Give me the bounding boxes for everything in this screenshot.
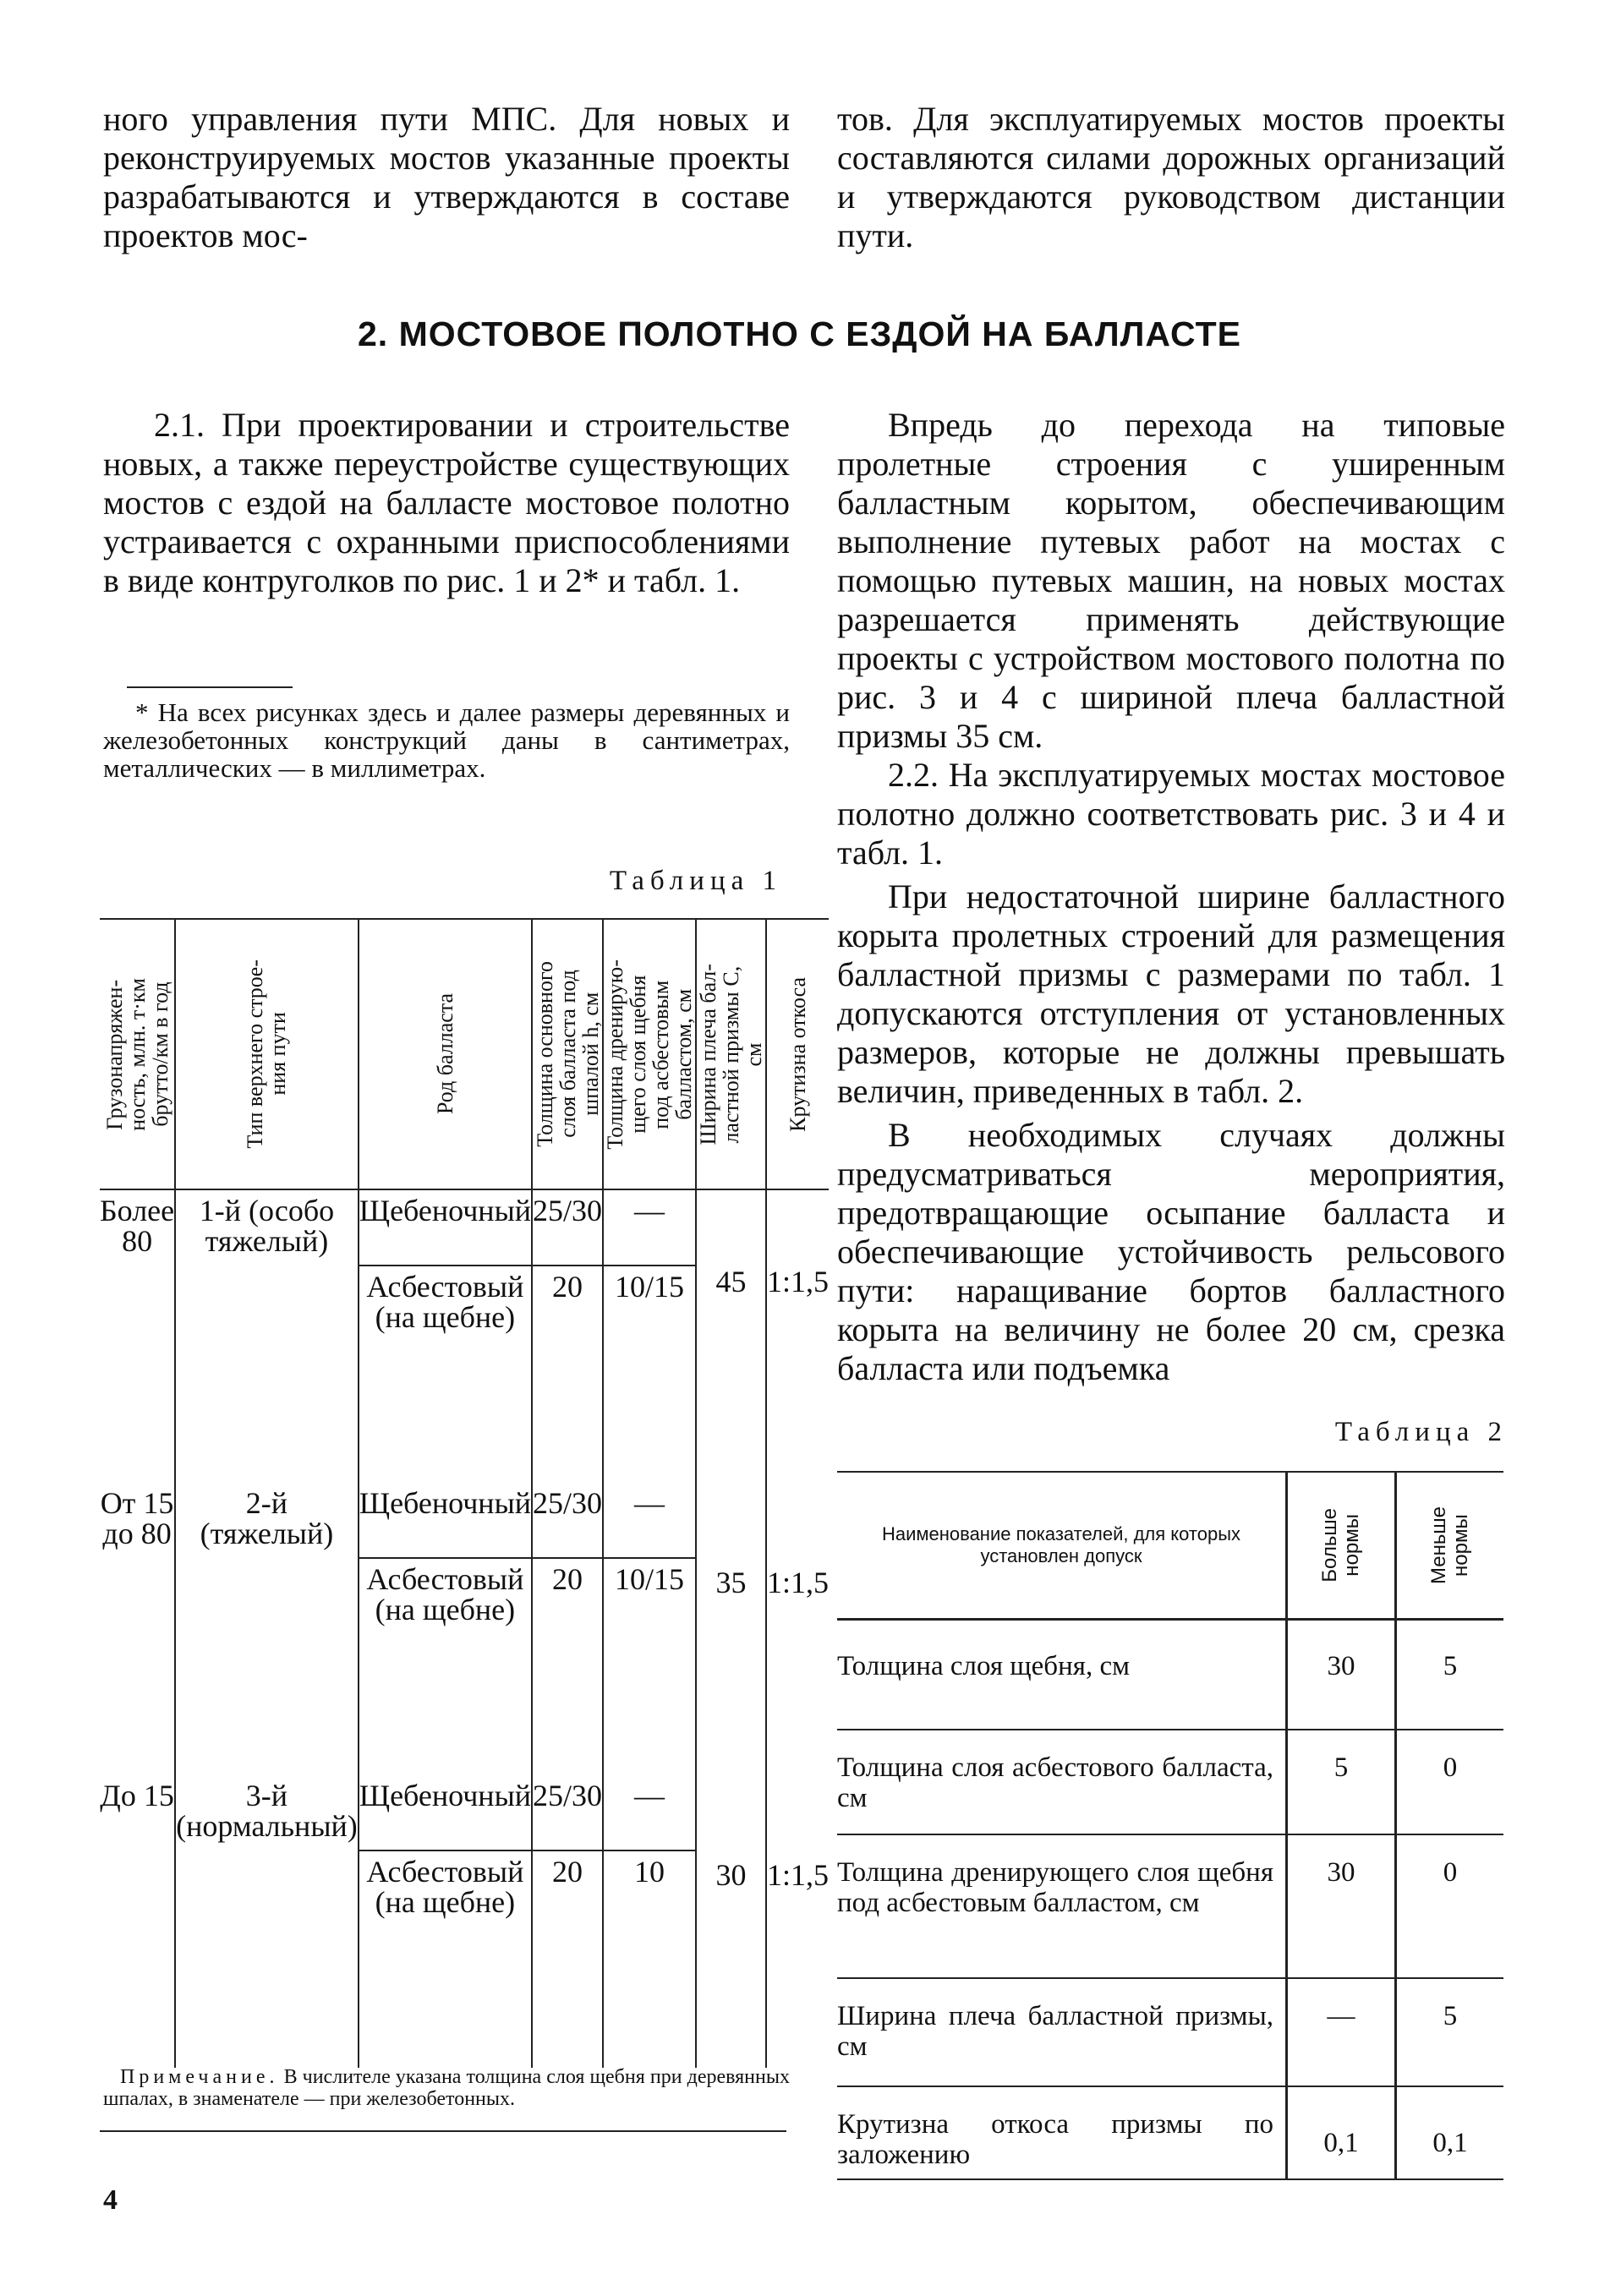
table2-row-more: 0,1 (1287, 2086, 1396, 2179)
footnote-divider (127, 686, 293, 688)
table1-thickness: 20 (532, 1850, 603, 2068)
table1-drain: — (603, 1189, 696, 1266)
table1-thickness: 20 (532, 1266, 603, 1483)
table2-row-name: Крутизна откоса призмы по заложению (837, 2086, 1287, 2179)
table1-drain: 10 (603, 1850, 696, 2068)
section-heading: 2. МОСТОВОЕ ПОЛОТНО С ЕЗДОЙ НА БАЛЛАСТЕ (357, 314, 1241, 353)
table2-row-less: 5 (1396, 1620, 1504, 1730)
table2-row-less: 5 (1396, 1978, 1504, 2086)
table1-thickness: 25/30 (532, 1775, 603, 1850)
table1-slope: 1:1,5 (766, 1189, 829, 1483)
table1-caption: Таблица 1 (609, 866, 782, 896)
table-1 (100, 918, 829, 2068)
table1-ballast: Щебеночный (359, 1775, 532, 1850)
table1-row (100, 1775, 829, 1850)
paragraph-c: В необходимых случаях должны предусматриваться мероприятия, предотвращающие осыпание балласта и обеспечивающие устойчивость рельсового пути: наращивание бортов балластного корыта на величину не более 20 см, срезка балласта или подъемка (837, 1116, 1505, 1387)
table1-header-track-type: Тип верхнего стрoе- ния пути (175, 919, 359, 1189)
table-2 (837, 1471, 1503, 2180)
table2-header-less: Меньше нормы (1396, 1472, 1504, 1620)
table1-width: 30 (696, 1775, 766, 2068)
left-column (103, 406, 790, 600)
table1-load: От 15 до 80 (100, 1483, 175, 1775)
table2-caption: Таблица 2 (1334, 1417, 1508, 1447)
table1-thickness: 25/30 (532, 1189, 603, 1266)
table1-header-slope: Крутизна откоса (766, 919, 829, 1189)
top-left-column (103, 100, 790, 255)
table1-drain: — (603, 1483, 696, 1558)
table2-header-more: Больше нормы (1287, 1472, 1396, 1620)
top-right-text: тов. Для эксплуатируемых мостов проекты составляются силами дорожных организаций и утверждаются руководством дистанции пути. (837, 100, 1505, 254)
table2-row-name: Толщина дренирующего слоя щебня под асбестовым балластом, см (837, 1834, 1287, 1978)
paragraph-2-1: 2.1. При проектировании и строительстве новых, а также переустройстве существующих мостов с ездой на балласте мостовое полотно устраивается с охранными приспособлениями в виде контруголков по рис. 1 и 2* и табл. 1. (103, 406, 790, 599)
table1-track-type: 1-й (особо тяжелый) (175, 1189, 359, 1483)
table1-ballast: Щебеночный (359, 1483, 532, 1558)
table1-slope: 1:1,5 (766, 1775, 829, 2068)
footnote-block (103, 698, 790, 782)
paragraph-b: При недостаточной ширине балластного корыта пролетных строений для размещения балластной призмы с размерами по табл. 1 допускаются отступления от установленных размеров, которые не должны превышать величин, приведенных в табл. 2. (837, 877, 1505, 1110)
table1-thickness: 25/30 (532, 1483, 603, 1558)
table2-row-more: — (1287, 1978, 1396, 2086)
table1-header-thickness: Толщина основного слоя балласта под шпалой h, см (532, 919, 603, 1189)
table1-track-type: 2-й (тяжелый) (175, 1483, 359, 1775)
table2-row (837, 1978, 1503, 2086)
table1-width: 35 (696, 1483, 766, 1775)
table1-row (100, 1483, 829, 1558)
table1-header-width: Ширина плеча бал- ластной призмы C, см (696, 919, 766, 1189)
table2-header-name: Наименование показателей, для которых установлен допуск (837, 1472, 1287, 1620)
table1-thickness: 20 (532, 1558, 603, 1775)
table1-row (100, 1189, 829, 1266)
table2-row (837, 2086, 1503, 2179)
table2-row-name: Толщина слоя щебня, см (837, 1620, 1287, 1730)
table1-header-load: Грузонапряжен- ность, млн. т·км брутто/км в год (100, 919, 175, 1189)
page-number: 4 (103, 2184, 118, 2216)
table1-load: До 15 (100, 1775, 175, 2068)
table2-row-name: Толщина слоя асбестового балласта, см (837, 1730, 1287, 1834)
right-column (837, 406, 1505, 1388)
table2-row-more: 5 (1287, 1730, 1396, 1834)
table1-slope: 1:1,5 (766, 1483, 829, 1775)
note-label: Примечание. (120, 2066, 279, 2088)
table2-row-more: 30 (1287, 1834, 1396, 1978)
table1-bottom-rule (100, 2130, 786, 2132)
table2-row (837, 1730, 1503, 1834)
note-text: В числителе указана толщина слоя щебня при деревянных шпалах, в знаменателе — при железобетонных. (103, 2066, 790, 2110)
table1-load: Более 80 (100, 1189, 175, 1483)
table1-drain: 10/15 (603, 1266, 696, 1483)
table1-ballast: Щебеночный (359, 1189, 532, 1266)
table1-width: 45 (696, 1189, 766, 1483)
table2-row-more: 30 (1287, 1620, 1396, 1730)
table1-header-drain: Толщина дренирую- щего слоя щебня под асбестовым балластом, см (603, 919, 696, 1189)
table2-row-less: 0 (1396, 1834, 1504, 1978)
table1-ballast: Асбестовый (на щебне) (359, 1266, 532, 1483)
footnote: * На всех рисунках здесь и далее размеры деревянных и железобетонных конструкций даны в сантиметрах, металлических — в миллиметрах. (103, 697, 790, 783)
table1-drain: 10/15 (603, 1558, 696, 1775)
table2-row (837, 1834, 1503, 1978)
table1-track-type: 3-й (нормальный) (175, 1775, 359, 2068)
table1-drain: — (603, 1775, 696, 1850)
table2-row-less: 0 (1396, 1730, 1504, 1834)
table2-row (837, 1620, 1503, 1730)
table1-header-ballast: Род балласта (359, 919, 532, 1189)
paragraph-2-2: 2.2. На эксплуатируемых мостах мостовое полотно должно соответствовать рис. 3 и 4 и табл. 1. (837, 756, 1505, 872)
table1-ballast: Асбестовый (на щебне) (359, 1558, 532, 1775)
paragraph-a: Впредь до перехода на типовые пролетные строения с уширенным балластным корытом, обеспечивающим выполнение путевых работ на мостах с помощью путевых машин, на новых мостах разрешается применять действующие проекты с устройством мостового полотна по рис. 3 и 4 с шириной плеча балластной призмы 35 см. (837, 406, 1505, 755)
table1-note (103, 2066, 790, 2110)
table2-row-less: 0,1 (1396, 2086, 1504, 2179)
top-left-text: ного управления пути МПС. Для новых и реконструируемых мостов указанные проекты разрабатываются и утверждаются в составе проектов мос- (103, 100, 790, 254)
top-right-column (837, 100, 1505, 255)
table1-ballast: Асбестовый (на щебне) (359, 1850, 532, 2068)
table2-row-name: Ширина плеча балластной призмы, см (837, 1978, 1287, 2086)
